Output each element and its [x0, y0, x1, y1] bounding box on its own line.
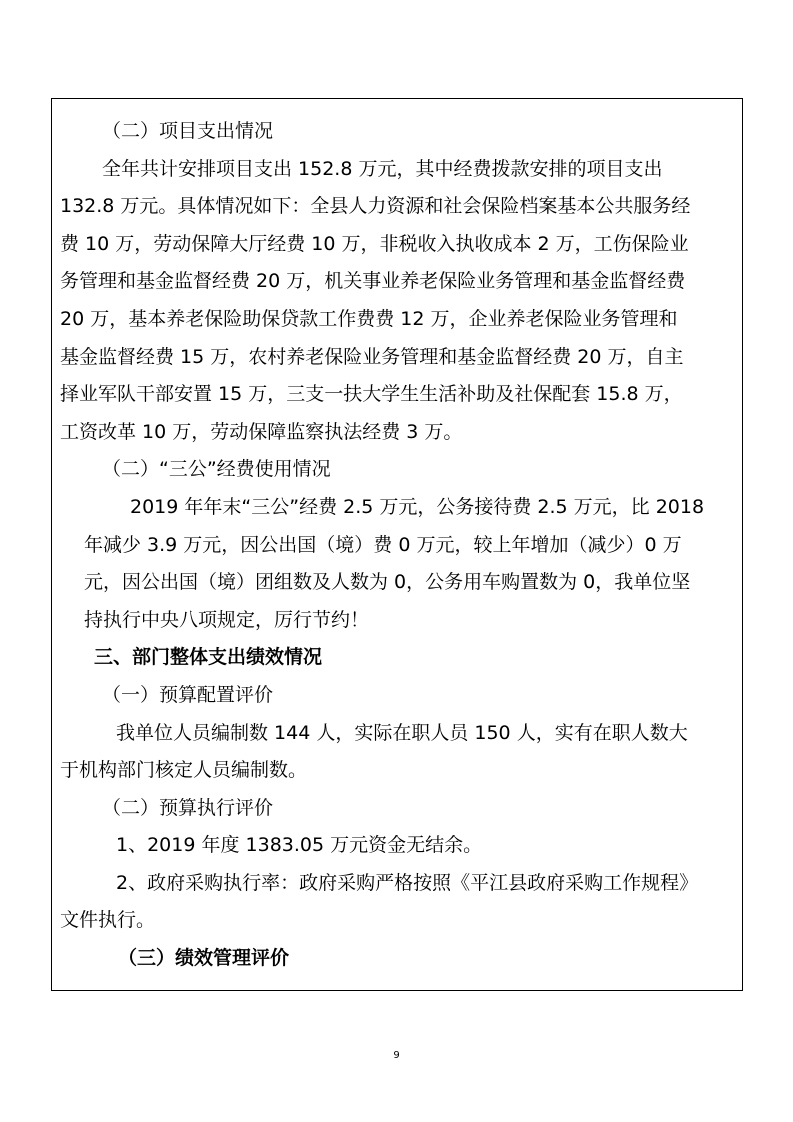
paragraph-line: 年减少 3.9 万元，因公出国（境）费 0 万元，较上年增加（减少）0 万	[84, 533, 682, 556]
paragraph-line: 工资改革 10 万，劳动保障监察执法经费 3 万。	[60, 420, 463, 443]
paragraph-line: 持执行中央八项规定，厉行节约！	[84, 608, 370, 631]
section-heading-budget-execution: （二）预算执行评价	[102, 796, 274, 819]
paragraph-line: 文件执行。	[60, 909, 156, 932]
document-frame	[51, 98, 743, 991]
section-heading-budget-allocation: （一）预算配置评价	[102, 683, 274, 706]
paragraph-line: 费 10 万，劳动保障大厅经费 10 万，非税收入执收成本 2 万，工伤保险业	[60, 232, 689, 255]
section-heading-performance: 三、部门整体支出绩效情况	[94, 646, 323, 669]
paragraph-line: 我单位人员编制数 144 人，实际在职人员 150 人，实有在职人数大	[116, 721, 688, 744]
paragraph-line: 全年共计安排项目支出 152.8 万元，其中经费拨款安排的项目支出	[102, 157, 663, 180]
paragraph-line: 元，因公出国（境）团组数及人数为 0，公务用车购置数为 0，我单位坚	[84, 571, 691, 594]
section-heading-performance-management: （三）绩效管理评价	[118, 947, 290, 970]
paragraph-line: 择业军队干部安置 15 万，三支一扶大学生生活补助及社保配套 15.8 万，	[60, 383, 683, 406]
paragraph-line: 基金监督经费 15 万，农村养老保险业务管理和基金监督经费 20 万，自主	[60, 345, 684, 368]
paragraph-line: 1、2019 年度 1383.05 万元资金无结余。	[116, 834, 483, 857]
paragraph-line: 于机构部门核定人员编制数。	[60, 759, 308, 782]
paragraph-line: 2、政府采购执行率：政府采购严格按照《平江县政府采购工作规程》	[116, 871, 699, 894]
page-number: 9	[393, 1050, 400, 1061]
section-heading-three-public: （二）“三公”经费使用情况	[102, 458, 331, 481]
section-heading-project-expenditure: （二）项目支出情况	[102, 120, 274, 142]
paragraph-line: 132.8 万元。具体情况如下：全县人力资源和社会保险档案基本公共服务经	[60, 195, 691, 218]
paragraph-line: 2019 年年末“三公”经费 2.5 万元，公务接待费 2.5 万元，比 2018	[130, 495, 705, 518]
paragraph-line: 务管理和基金监督经费 20 万，机关事业养老保险业务管理和基金监督经费	[60, 270, 686, 293]
document-body	[60, 113, 740, 978]
paragraph-line: 20 万，基本养老保险助保贷款工作费费 12 万，企业养老保险业务管理和	[60, 307, 678, 330]
